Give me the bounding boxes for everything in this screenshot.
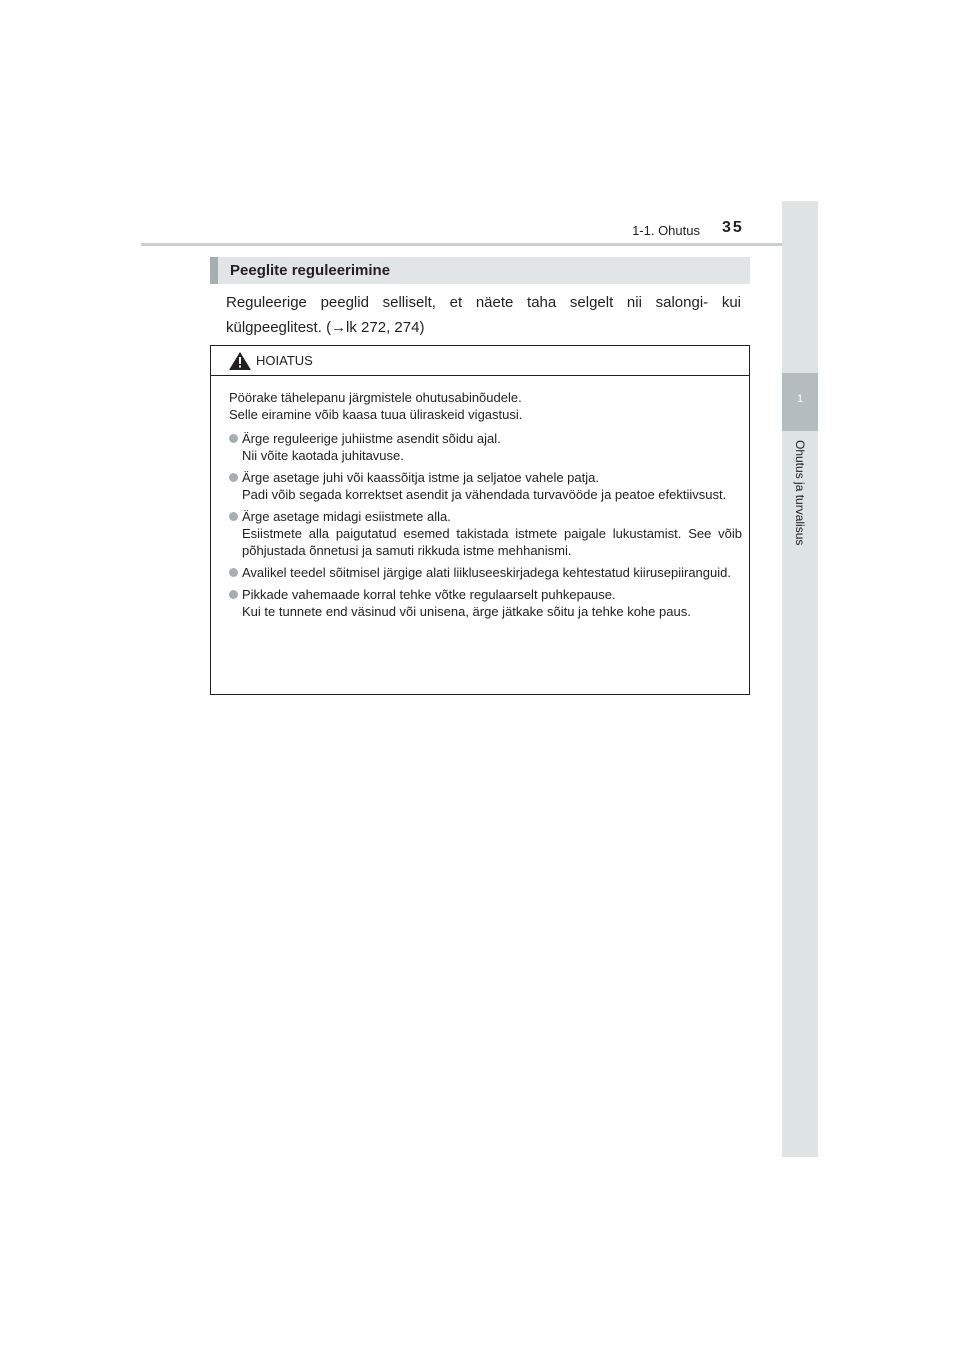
bullet-icon <box>229 590 238 599</box>
list-item <box>229 469 742 503</box>
bullet-icon <box>229 434 238 443</box>
warning-header <box>211 346 749 376</box>
item-line-1: Ärge asetage midagi esiistmete alla. <box>242 509 451 524</box>
list-item <box>229 508 742 559</box>
side-tab <box>782 201 818 1157</box>
warning-title: HOIATUS <box>256 353 313 368</box>
list-item <box>229 430 742 464</box>
chapter-title: Ohutus ja turvalisus <box>793 440 807 546</box>
bullet-icon <box>229 473 238 482</box>
warning-box <box>210 345 750 695</box>
warning-list <box>229 430 742 620</box>
intro-paragraph: Reguleerige peeglid selliselt, et näete taha selgelt nii salongi- kui külgpeeglitest. (→lk 272, 274) <box>226 294 741 336</box>
section-title: Peeglite reguleerimine <box>230 262 391 279</box>
item-line-1: Ärge reguleerige juhiistme asendit sõidu ajal. <box>242 431 501 446</box>
warning-intro <box>229 389 742 423</box>
item-line-2: Padi võib segada korrektset asendit ja vähendada turvavööde ja peatoe efektiivsust. <box>242 487 727 502</box>
section-label: 1-1. Ohutus <box>632 223 700 238</box>
warning-triangle-icon <box>229 352 251 370</box>
header-rule <box>141 243 818 246</box>
item-line-1: Pikkade vahemaade korral tehke võtke regulaarselt puhkepause. <box>242 587 616 602</box>
warning-intro-line-1: Pöörake tähelepanu järgmistele ohutusabinõudele. <box>229 390 522 405</box>
section-title-bar <box>210 257 750 284</box>
bullet-icon <box>229 568 238 577</box>
page-number: 35 <box>722 219 744 236</box>
item-line-1: Avalikel teedel sõitmisel järgige alati liikluseeskirjadega kehtestatud kiirusepiiranguid. <box>242 565 731 580</box>
item-line-2: Kui te tunnete end väsinud või unisena, ärge jätkake sõitu ja tehke kohe paus. <box>242 604 691 619</box>
list-item <box>229 564 742 581</box>
item-line-2: Esiistmete alla paigutatud esemed takistada istmete paigale lukustamist. See võib põhjustada õnnetusi ja samuti rikkuda istme mehhanismi. <box>242 526 742 558</box>
item-line-1: Ärge asetage juhi või kaassõitja istme ja seljatoe vahele patja. <box>242 470 599 485</box>
bullet-icon <box>229 512 238 521</box>
chapter-number-tab: 1 <box>782 373 818 431</box>
warning-intro-line-2: Selle eiramine võib kaasa tuua üliraskeid vigastusi. <box>229 407 523 422</box>
list-item <box>229 586 742 620</box>
warning-body <box>229 389 742 625</box>
item-line-2: Nii võite kaotada juhitavuse. <box>242 448 404 463</box>
